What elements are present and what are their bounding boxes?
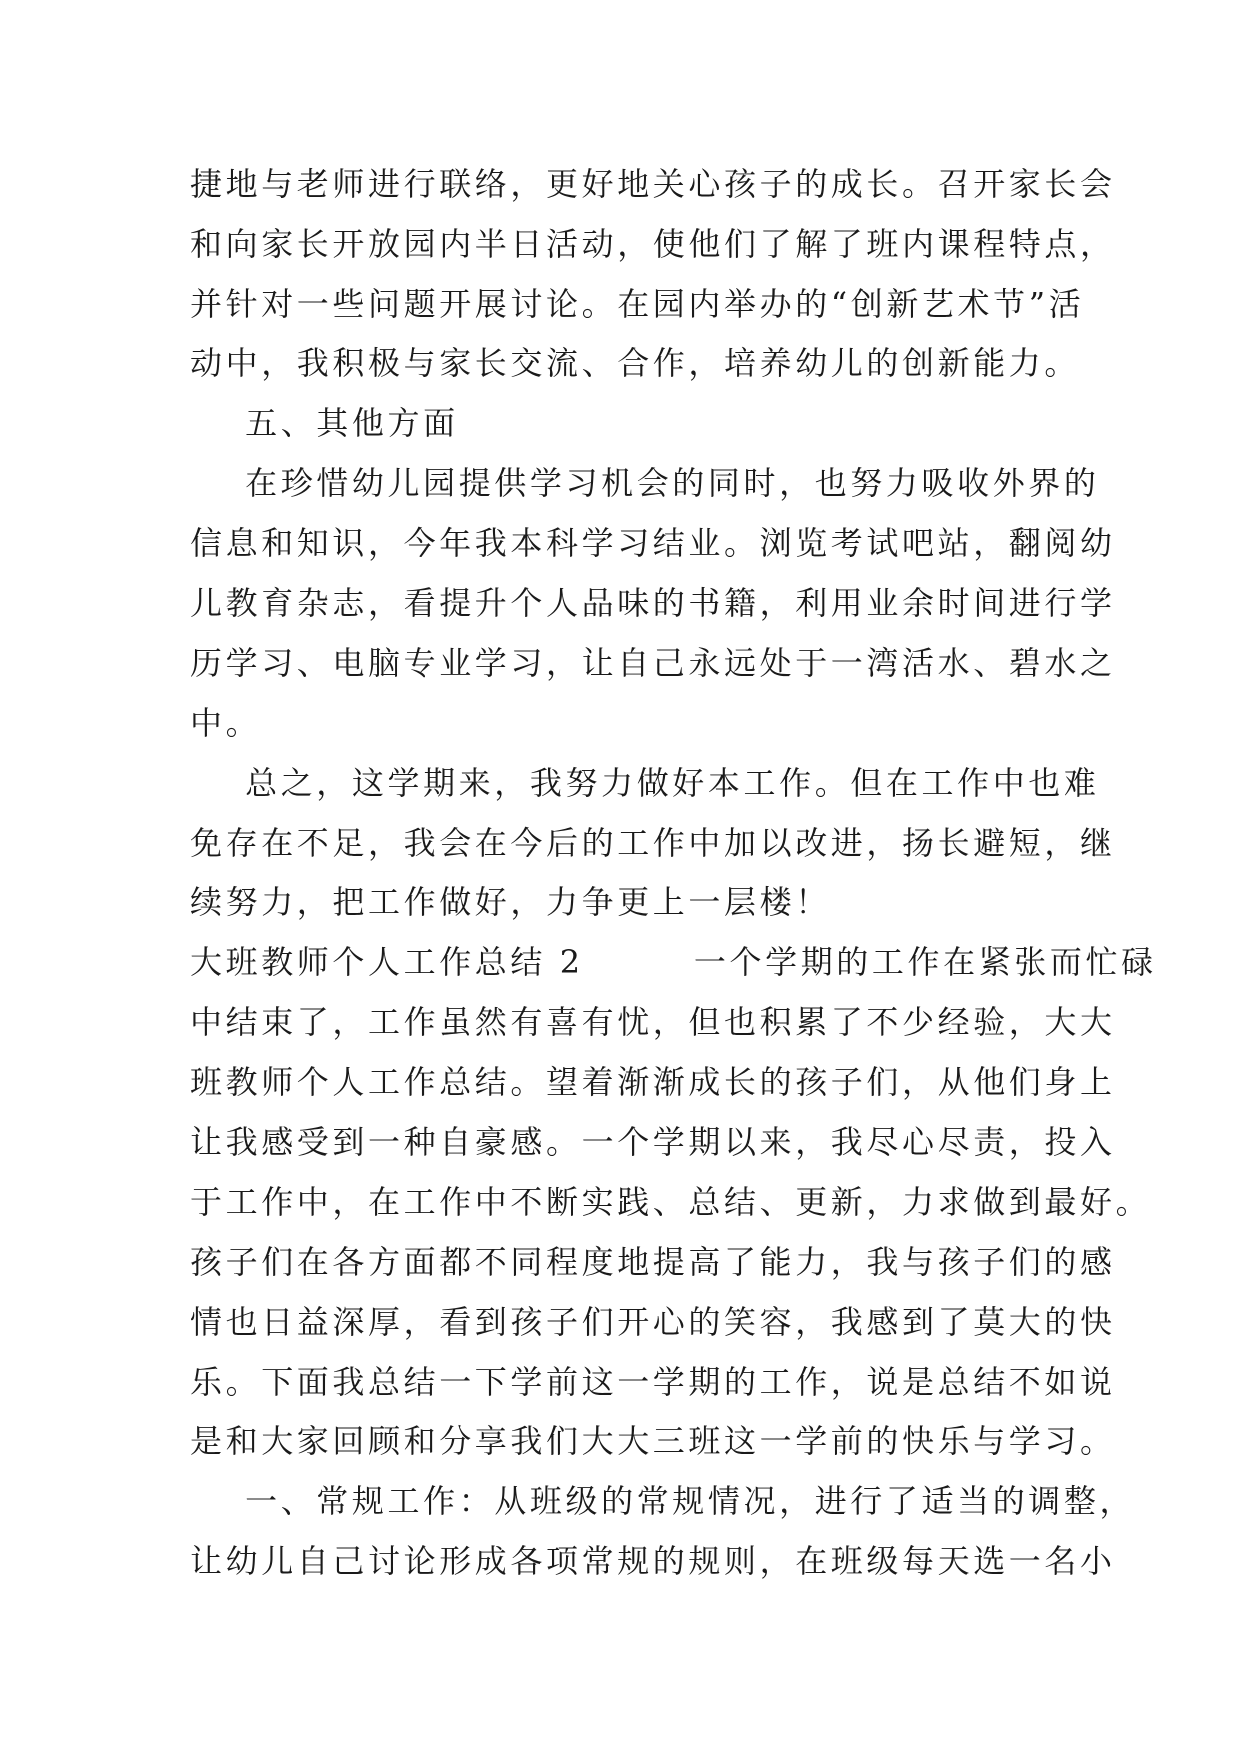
text-line: 总之，这学期来，我努力做好本工作。但在工作中也难 [190, 764, 1100, 802]
section-heading: 五、其他方面 [190, 404, 459, 442]
text-line: 让幼儿自己讨论形成各项常规的规则，在班级每天选一名小 [190, 1542, 1116, 1580]
text-line: 班教师个人工作总结。望着渐渐成长的孩子们，从他们身上 [190, 1063, 1116, 1101]
text-line: 并针对一些问题开展讨论。在园内举办的“创新艺术节”活 [190, 285, 1085, 323]
text-line: 动中，我积极与家长交流、合作，培养幼儿的创新能力。 [190, 344, 1081, 382]
text-line: 于工作中，在工作中不断实践、总结、更新，力求做到最好。 [190, 1183, 1152, 1221]
text-line: 历学习、电脑专业学习，让自己永远处于一湾活水、碧水之 [190, 644, 1116, 682]
text-line: 是和大家回顾和分享我们大大三班这一学前的快乐与学习。 [190, 1422, 1116, 1460]
text-line: 在珍惜幼儿园提供学习机会的同时，也努力吸收外界的 [190, 464, 1100, 502]
text-line: 中结束了，工作虽然有喜有忧，但也积累了不少经验，大大 [190, 1003, 1116, 1041]
text-line: 中。 [190, 704, 262, 742]
text-line: 和向家长开放园内半日活动，使他们了解了班内课程特点， [190, 225, 1116, 263]
text-line: 儿教育杂志，看提升个人品味的书籍，利用业余时间进行学 [190, 584, 1116, 622]
text-line: 信息和知识，今年我本科学习结业。浏览考试吧站，翻阅幼 [190, 524, 1116, 562]
text-line: 免存在不足，我会在今后的工作中加以改进，扬长避短，继 [190, 824, 1116, 862]
text-line: 捷地与老师进行联络，更好地关心孩子的成长。召开家长会 [190, 165, 1116, 203]
text-line: 孩子们在各方面都不同程度地提高了能力，我与孩子们的感 [190, 1243, 1116, 1281]
text-line: 一、常规工作：从班级的常规情况，进行了适当的调整， [190, 1482, 1136, 1520]
text-line: 情也日益深厚，看到孩子们开心的笑容，我感到了莫大的快 [190, 1303, 1116, 1341]
article-title-line: 大班教师个人工作总结 2 一个学期的工作在紧张而忙碌 [190, 943, 1157, 981]
text-line: 续努力，把工作做好，力争更上一层楼！ [190, 883, 831, 921]
text-line: 让我感受到一种自豪感。一个学期以来，我尽心尽责，投入 [190, 1123, 1116, 1161]
text-line: 乐。下面我总结一下学前这一学期的工作，说是总结不如说 [190, 1363, 1116, 1401]
